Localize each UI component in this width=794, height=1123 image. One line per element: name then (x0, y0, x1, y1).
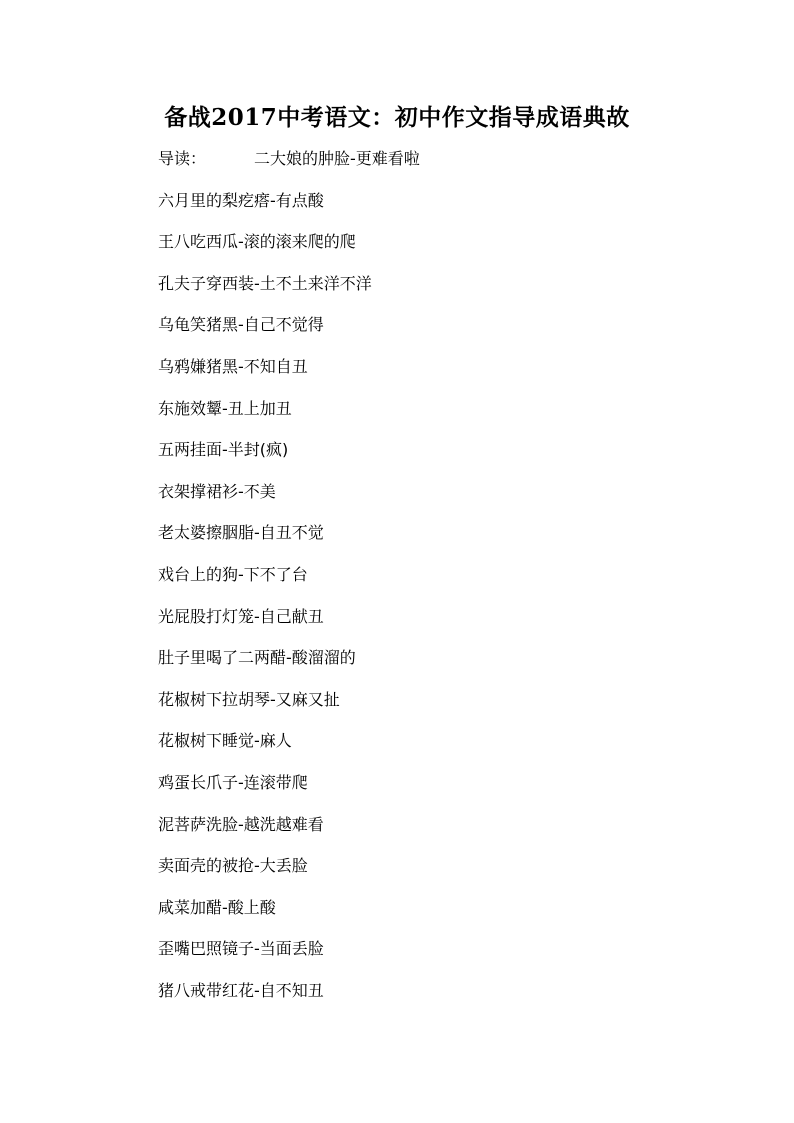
list-item: 戏台上的狗-下不了台 (158, 564, 308, 584)
intro-label: 导读： (158, 149, 207, 168)
list-item: 花椒树下拉胡琴-又麻又扯 (158, 689, 340, 709)
intro-line (158, 144, 718, 186)
list-item: 咸菜加醋-酸上酸 (158, 897, 276, 917)
list-item: 王八吃西瓜-滚的滚来爬的爬 (158, 232, 356, 252)
list-item: 孔夫子穿西装-土不土来洋不洋 (158, 273, 372, 293)
list-item: 猪八戒带红花-自不知丑 (158, 980, 324, 1000)
idiom-list (158, 144, 718, 1017)
list-item: 衣架撑裙衫-不美 (158, 481, 276, 501)
list-item: 乌鸦嫌猪黑-不知自丑 (158, 356, 308, 376)
list-item: 鸡蛋长爪子-连滚带爬 (158, 772, 308, 792)
list-item: 光屁股打灯笼-自己献丑 (158, 606, 324, 626)
list-item: 泥菩萨洗脸-越洗越难看 (158, 814, 324, 834)
list-item: 乌龟笑猪黑-自己不觉得 (158, 315, 324, 335)
list-item: 东施效颦-丑上加丑 (158, 398, 292, 418)
list-item: 五两挂面-半封(疯) (158, 440, 289, 460)
list-item: 肚子里喝了二两醋-酸溜溜的 (158, 648, 356, 668)
document-title: 备战2017中考语文：初中作文指导成语典故 (164, 104, 630, 131)
list-item: 老太婆擦胭脂-自丑不觉 (158, 523, 324, 543)
list-item: 歪嘴巴照镜子-当面丢脸 (158, 939, 324, 959)
list-item: 六月里的梨疙瘩-有点酸 (158, 190, 324, 210)
list-item: 卖面壳的被抢-大丢脸 (158, 856, 308, 876)
intro-text: 二大娘的肿脸-更难看啦 (254, 149, 420, 168)
list-item: 花椒树下睡觉-麻人 (158, 731, 292, 751)
